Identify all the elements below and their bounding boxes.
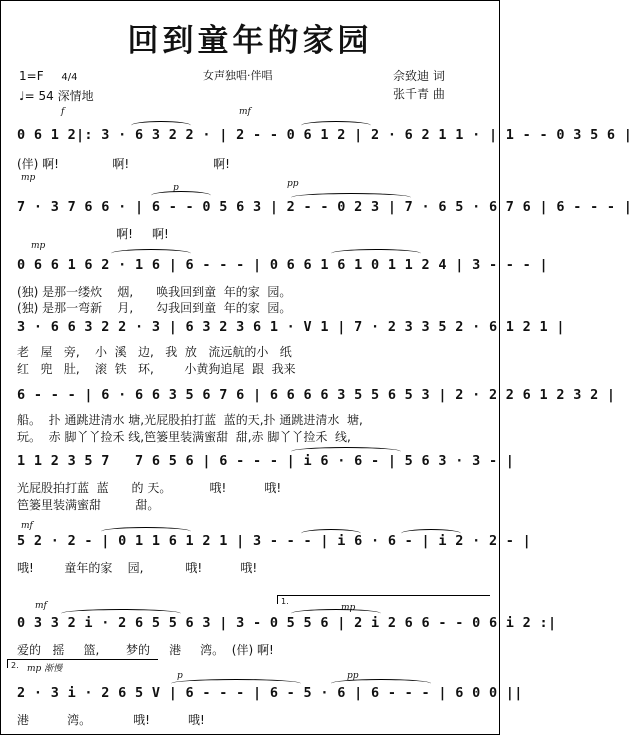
notation-line: 0 6 1 2|: 3 · 6 3 2 2 · | 2 - - 0 6 1 2 | 2 · 6 2 1 1 · | 1 - - 0 3 5 6 | <box>17 127 632 143</box>
slur <box>171 679 301 688</box>
lyricist-credit: 佘致迪 词 <box>393 69 445 83</box>
slur <box>291 609 381 618</box>
dynamic-mark: mp 渐慢 <box>27 664 63 674</box>
slur <box>331 679 431 688</box>
dynamic-mark: f <box>61 107 65 117</box>
slur <box>301 529 361 538</box>
score-system-2 <box>1 173 632 241</box>
tempo-marking: ♩= 54 深情地 <box>19 89 94 103</box>
notation-line: 1 1 2 3 5 7 7 6 5 6 | 6 - - - | i 6 · 6 - | 5 6 3 · 3 - | <box>17 453 515 469</box>
notation-line: 6 - - - | 6 · 6 6 3 5 6 7 6 | 6 6 6 6 3 5 5 6 5 3 | 2 · 2 2 6 1 2 3 2 | <box>17 387 616 403</box>
score-system-7 <box>1 521 532 575</box>
dynamic-mark: mf <box>239 107 251 117</box>
slur <box>291 193 411 202</box>
time-signature: 4/4 <box>61 72 78 83</box>
notation-line: 3 · 6 6 3 2 2 · 3 | 6 3 2 3 6 1 · V 1 | 7 · 2 3 3 5 2 · 6 1 2 1 | <box>17 319 565 335</box>
lyric-line: 哦! 童年的家 园, 哦! 哦! <box>17 561 258 575</box>
score-system-6 <box>1 443 515 512</box>
slur <box>291 447 401 456</box>
song-title: 回到童年的家园 <box>127 23 373 59</box>
score-system-1 <box>1 107 632 171</box>
dynamic-mark: mf <box>35 601 47 611</box>
slur <box>301 121 371 130</box>
lyric-line: 爱的 摇 篮, 梦的 港 湾。 (伴) 啊! <box>17 643 274 657</box>
lyric-line: 老 屋 旁, 小 溪 边, 我 放 流远航的小 纸 <box>17 345 292 359</box>
slur <box>111 249 191 258</box>
performance-form: 女声独唱·伴唱 <box>203 69 273 82</box>
slur <box>151 191 211 200</box>
notation-line: 0 6 6 1 6 2 · 1 6 | 6 - - - | 0 6 6 1 6 1 0 1 1 2 4 | 3 - - - | <box>17 257 548 273</box>
volta-label: 1. <box>281 597 289 606</box>
dynamic-mark: p <box>177 671 183 681</box>
dynamic-mark: p <box>173 183 179 193</box>
score-system-5 <box>1 381 616 444</box>
score-system-8 <box>1 597 557 657</box>
notation-line: 5 2 · 2 - | 0 1 1 6 1 2 1 | 3 - - - | i 6 · 6 - | i 2 · 2 - | <box>17 533 532 549</box>
score-system-3 <box>1 241 548 315</box>
lyric-line: (独) 是那一缕炊 烟, 唤我回到童 年的家 园。 <box>17 285 292 299</box>
lyric-line: 港 湾。 哦! 哦! <box>17 713 205 727</box>
lyric-line: (伴) 啊! 啊! 啊! <box>17 157 230 171</box>
slur <box>131 121 191 130</box>
slur <box>101 527 191 536</box>
dynamic-mark: mp <box>21 173 36 183</box>
lyric-line: (独) 是那一弯新 月, 勾我回到童 年的家 园。 <box>17 301 292 315</box>
dynamic-mark: pp <box>287 179 299 189</box>
slur <box>331 249 421 258</box>
lyric-line: 船。 扑 通跳进清水 塘,光屁股拍打蓝 蓝的天,扑 通跳进清水 塘, <box>17 413 363 427</box>
notation-line: 7 · 3 7 6 6 · | 6 - - 0 5 6 3 | 2 - - 0 2 3 | 7 · 6 5 · 6 7 6 | 6 - - - | <box>17 199 632 215</box>
notation-line: 2 · 3 i · 2 6 5 V | 6 - - - | 6 - 5 · 6 | 6 - - - | 6 0 0 || <box>17 685 523 701</box>
dynamic-mark: pp <box>347 671 359 681</box>
score-system-4 <box>1 313 565 376</box>
lyric-line: 玩。 赤 脚丫丫捡禾 线,笆篓里装满蜜甜 甜,赤 脚丫丫捡禾 线, <box>17 430 351 444</box>
lyric-line: 红 兜 肚, 滚 铁 环, 小黄狗追尾 跟 我来 <box>17 362 296 376</box>
slur <box>401 529 461 538</box>
key-signature: 1=F 4/4 <box>19 69 78 83</box>
composer-credit: 张千青 曲 <box>393 87 445 101</box>
slur <box>61 609 181 618</box>
lyric-line: 啊! 啊! <box>17 227 169 241</box>
dynamic-mark: mf <box>21 521 33 531</box>
volta-label: 2. <box>11 661 19 670</box>
lyric-line: 光屁股拍打蓝 蓝 的 天。 哦! 哦! <box>17 481 282 495</box>
dynamic-mark: mp <box>31 241 46 251</box>
lyric-line: 笆篓里装满蜜甜 甜。 <box>17 498 160 512</box>
notation-line: 0 3 3 2 i · 2 6 5 5 6 3 | 3 - 0 5 5 6 | 2 i 2 6 6 - - 0 6 i 2 :| <box>17 615 557 631</box>
dynamic-mark: mp <box>341 603 356 613</box>
score-system-9 <box>1 664 523 727</box>
